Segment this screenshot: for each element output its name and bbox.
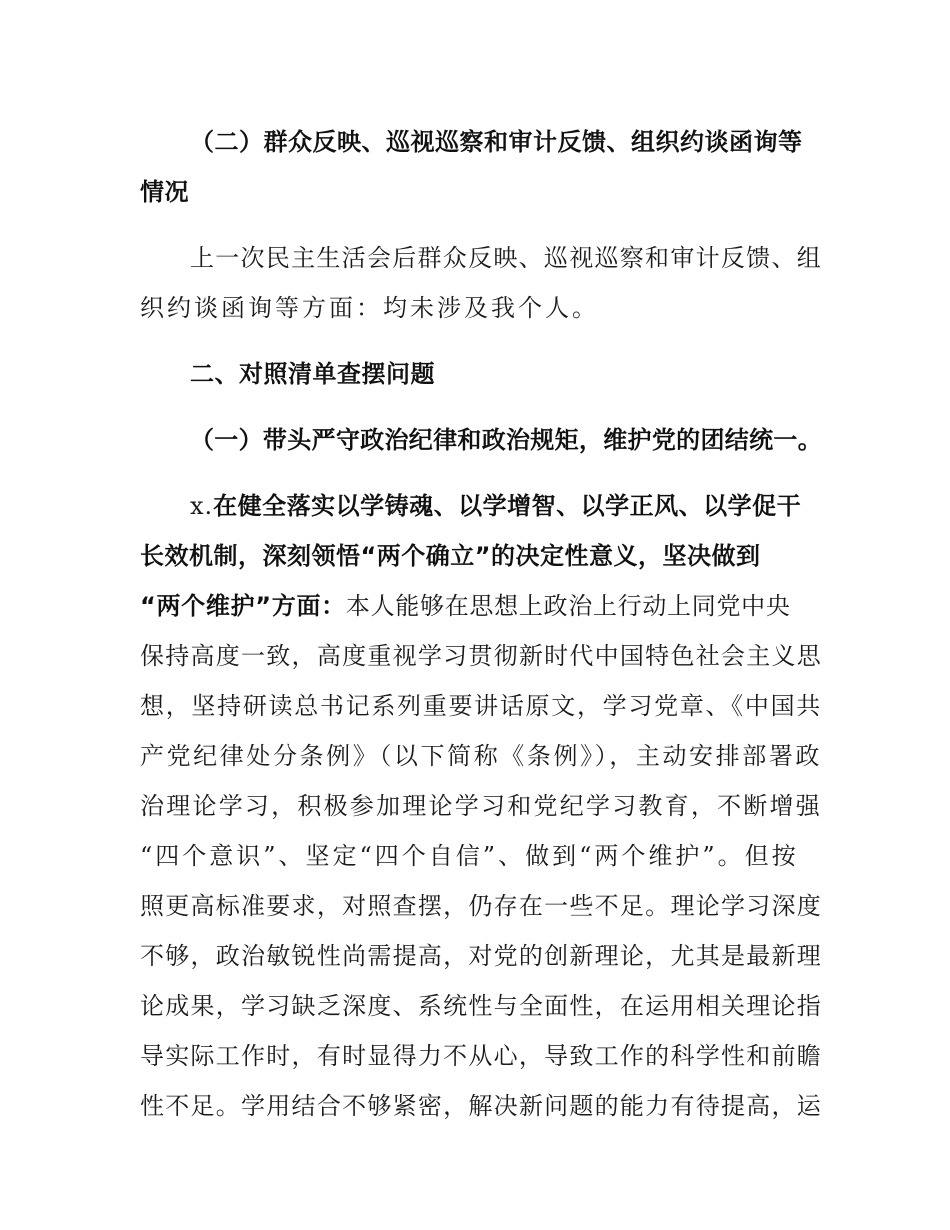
subsection-heading: （一）带头严守政治纪律和政治规矩，维护党的团结统一。 bbox=[190, 426, 822, 454]
body-line: 照更高标准要求，对照查摆，仍存在一些不足。理论学习深度 bbox=[140, 892, 822, 920]
part-two-heading: 二、对照清单查摆问题 bbox=[190, 360, 435, 388]
body-line: 导实际工作时，有时显得力不从心，导致工作的科学性和前瞻 bbox=[140, 1042, 822, 1070]
item-heading-line-2: 长效机制，深刻领悟“两个确立”的决定性意义，坚决做到 bbox=[140, 542, 761, 570]
body-line: 保持高度一致，高度重视学习贯彻新时代中国特色社会主义思 bbox=[140, 642, 822, 670]
body-line: 不够，政治敏锐性尚需提高，对党的创新理论，尤其是最新理 bbox=[140, 942, 822, 970]
section-heading-line-2: 情况 bbox=[140, 178, 189, 206]
item-heading-line-3 bbox=[140, 590, 791, 622]
body-line: “四个意识”、坚定“四个自信”、做到“两个维护”。但按 bbox=[140, 842, 799, 870]
body-line: 性不足。学用结合不够紧密，解决新问题的能力有待提高，运 bbox=[140, 1092, 822, 1120]
item-heading-text: 在健全落实以学铸魂、以学增智、以学正风、以学促干 bbox=[213, 492, 802, 520]
body-line: 产党纪律处分条例》（以下简称《条例》），主动安排部署政 bbox=[140, 742, 822, 770]
body-line: 论成果，学习缺乏深度、系统性与全面性，在运用相关理论指 bbox=[140, 992, 822, 1020]
section-heading-line-1: （二）群众反映、巡视巡察和审计反馈、组织约谈函询等 bbox=[190, 128, 803, 156]
item-heading-line-1 bbox=[190, 490, 801, 522]
item-prefix: x. bbox=[190, 492, 214, 520]
item-body-start: 本人能够在思想上政治上行动上同党中央 bbox=[345, 592, 791, 620]
body-line: 治理论学习，积极参加理论学习和党纪学习教育，不断增强 bbox=[140, 792, 822, 820]
body-paragraph-line: 上一次民主生活会后群众反映、巡视巡察和审计反馈、组 bbox=[190, 244, 822, 272]
item-heading-tail: “两个维护”方面： bbox=[140, 592, 346, 620]
body-line: 想，坚持研读总书记系列重要讲话原文，学习党章、《中国共 bbox=[140, 692, 822, 720]
body-paragraph-line: 织约谈函询等方面：均未涉及我个人。 bbox=[140, 294, 599, 322]
